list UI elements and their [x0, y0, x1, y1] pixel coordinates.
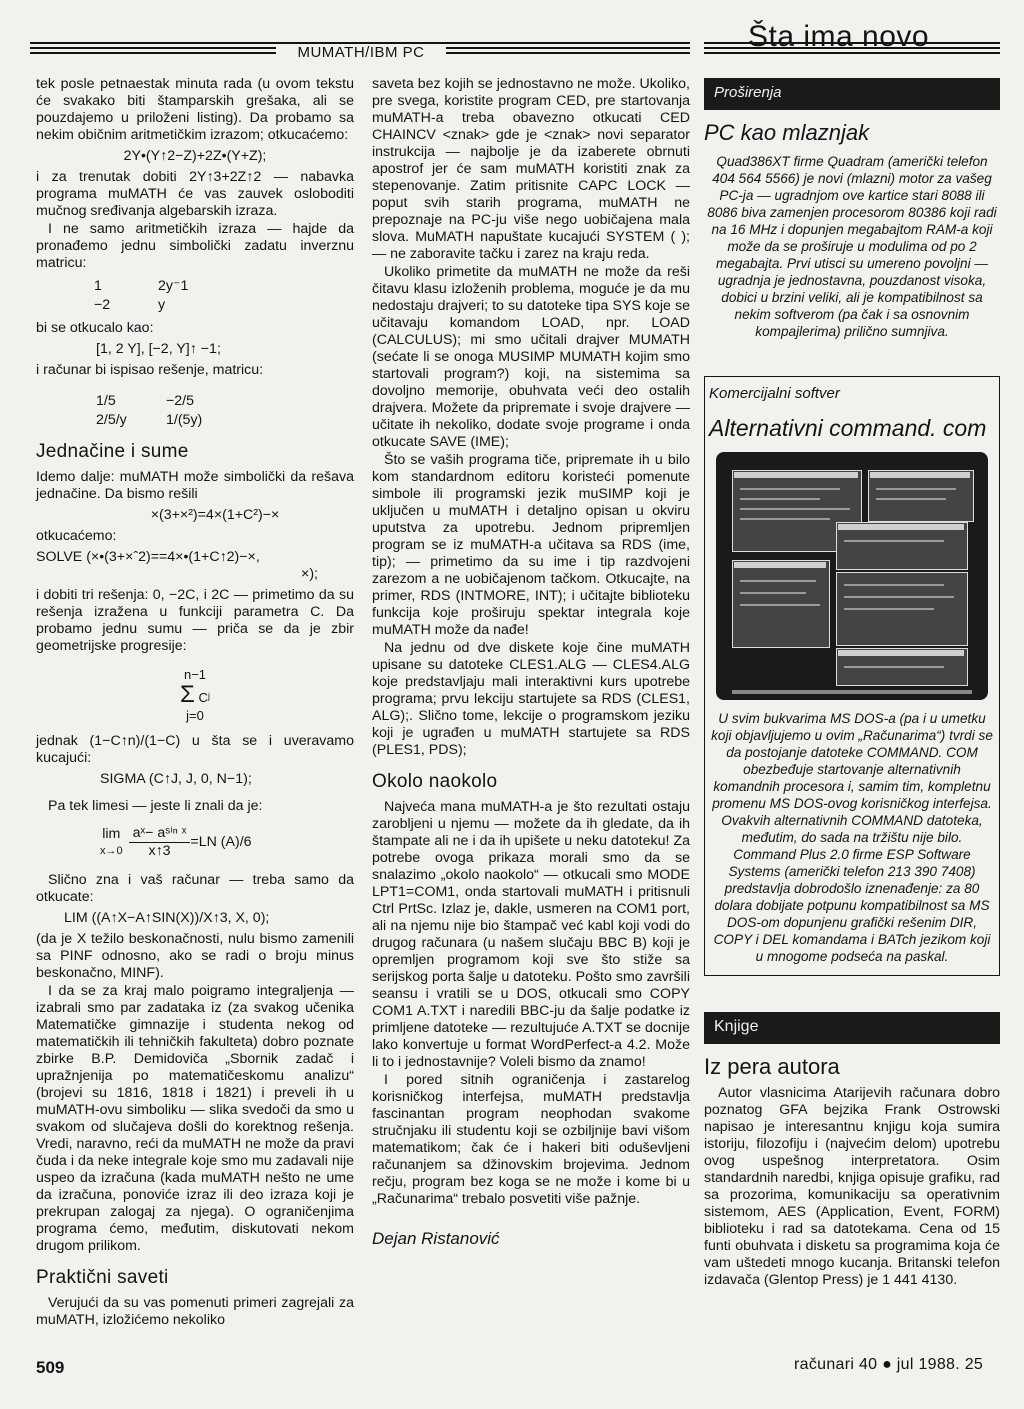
- column-left: [36, 76, 354, 1330]
- paragraph: Slično zna i vaš računar — treba samo da otkucate:: [36, 872, 354, 905]
- lim-numerator: aˣ− aˢⁱⁿ ˣ: [129, 825, 191, 843]
- matrix-cell: −2/5: [166, 393, 195, 409]
- matrix-cell: 1: [94, 278, 102, 294]
- equation: ×(3+×²)=4×(1+C²)−×: [150, 507, 280, 523]
- matrix-cell: 2/5/y: [96, 412, 127, 428]
- paragraph: (da je X težilo beskonačnosti, nulu bismo zamenili sa PINF odnosno, ako se radi o broju minus beskonačno, MINF).: [36, 931, 354, 981]
- paragraph: tek posle petnaestak minuta rada (u ovom tekstu će svakako biti štamparskih grešaka, ali se pouzdajemo u priloženi listing). Da probamo sa nekim običnim aritmetičkim izrazom; otkucaćemo:: [36, 76, 354, 143]
- equation: SIGMA (C↑J, J, 0, N−1);: [100, 771, 252, 787]
- article-body: U svim bukvarima MS DOS-a (pa i u umetku koji objavljujemo u ovim „Računarima“) tvrdi se da postojanje datoteke COMMAND. COM obezbeđuje startovanje alternativnih komandnih procesora i, samim tim, kompletnu promenu MS DOS-ovog korisničkog interfejsa. Ovakvih alternativnih COMMAND datoteka, međutim, do sada na tržištu nije bilo. Command Plus 2.0 firme ESP Software Systems (američki telefon 213 390 7408) predstavlja dobrodošlo iznenađenje: za 80 dolara dobijate potpunu kompatibilnost sa MS DOS-om dopunjenu grafički rešenim DIR, COPY i DEL komandama i BATch jezikom koji u mnogome podseća na paskal.: [711, 711, 993, 964]
- equation: 2Y•(Y↑2−Z)+2Z•(Y+Z);: [123, 148, 267, 164]
- paragraph: i za trenutak dobiti 2Y↑3+2Z↑2 — nabavka programa muMATH će vas zauvek osloboditi mučnog sređivanja algebarskih izraza.: [36, 169, 354, 219]
- paragraph: Ukoliko primetite da muMATH ne može da reši čitavu klasu izloženih problema, moguće je da mu nedostaju drajveri; to su datoteke tipa SYS koje se učitavaju komandom LOAD, npr. LOAD (CALCULUS); mi smo učitali drajver MUMATH (sećate li se onoga MUSIMP MUMATH kojim smo startovali program?) koji, na sistemima sa dovoljno memorije, obuhvata veći deo ostalih drajvera. Možete da pripremate i svoje drajvere — učitate ih nekoliko, dodate svoje programe i onda otkucate SAVE (IME);: [372, 264, 690, 450]
- boxed-article: [704, 376, 1000, 976]
- paragraph: Na jednu od dve diskete koje čine muMATH upisane su datoteke CLES1.ALG — CLES4.ALG koje predstavljaju mali interaktivni kurs upotrebe programa; prvu lekciju startujete sa RDS (CLES1, ALG);. Slično tome, lekcije o programskom jeziku koji je ugrađen u muMATH startujete sa RDS (PLES1, PDS);: [372, 640, 690, 758]
- matrix-cell: 1/5: [96, 393, 116, 409]
- paragraph: i dobiti tri rešenja: 0, −2C, i 2C — primetimo da su rešenja izražena u funkciji parametra C. Da probamo jednu sumu — priča se da je zbir geometrijske progresije:: [36, 587, 354, 654]
- section-tag: Knjige: [704, 1012, 1000, 1044]
- lim-word: lim: [102, 825, 121, 842]
- matrix-cell: −2: [94, 297, 111, 313]
- section-tag: Komercijalni softver: [709, 385, 840, 402]
- paragraph: I pored sitnih ograničenja i zastarelog korisničkog interfejsa, muMATH predstavlja fascinantan program neophodan svakome stručnjaku ili studentu koji se ozbiljnije bavi višom matematikom; čak će i hakeri biti oduševljeni računanjem sa džinovskim brojevima. Jednom rečju, program bez koga se ne može i kome bi u „Računarima“ trebalo posvetiti više pažnje.: [372, 1072, 690, 1207]
- paragraph: Što se vaših programa tiče, pripremate ih u bilo kom standardnom editoru koristeći pomenute simbole ili programski jezik muSIMP koji je uključen u muMATH i detaljno opisan u okviru uputstva za upotrebu. Jednom pripremljen program se iz muMATH-a učitava sa RDS (ime, tip); — primetimo da su ime i tip razdvojeni zarezom a ne uobičajenom tačkom. Otkucajte, na primer, RDS (INTMORE, INT); i učitajte biblioteku funkcija koje proširuju spektar integrala koje muMATH može da nađe!: [372, 452, 690, 638]
- issue-footer: računari 40 ● jul 1988. 25: [794, 1356, 984, 1373]
- subheading: Praktični saveti: [36, 1267, 169, 1288]
- equation: LIM ((A↑X−A↑SIN(X))/X↑3, X, 0);: [64, 910, 270, 926]
- paragraph: Pa tek limesi — jeste li znali da je:: [48, 798, 263, 814]
- paragraph: i računar bi ispisao rešenje, matricu:: [36, 362, 264, 378]
- section-tag: Proširenja: [704, 78, 1000, 110]
- matrix-input: [36, 278, 354, 314]
- sum-term: Cʲ: [198, 690, 210, 705]
- sigma-symbol: Σ: [180, 681, 195, 708]
- article-heading: Alternativni command. com: [709, 415, 987, 441]
- header-title: MUMATH/IBM PC: [276, 44, 446, 61]
- paragraph: I da se za kraj malo poigramo integraljenja — izabrali smo par zadataka iz (za svakog učenika Matematičke gimnazije i studenta nekog od matematičkih ili tehničkih fakulteta) dobro poznate zbirke B.P. Demidoviča „Sbornik zadač i upražnjenija po matematičeskomu analizu“ (brojevi su 1816, 1818 i 1821) i preveli ih u muMATH-ovu simboliku — slika svedoči da smo u svakom od slučajeva došli do korektnog rešenja. Vredi, naravno, reći da muMATH ne može da pravi čuda i da neke integrale koje smo mu zadavali nije uspeo da izračuna (kada muMATH nešto ne ume da izračuna, ponoviće izraz ili deo izraza koji je prekrupan zalogaj za njega). O ograničenjima programa ćemo, međutim, diskutovati nekom drugom prilikom.: [36, 983, 354, 1254]
- lim-sub: x→0: [100, 844, 123, 857]
- paragraph: I ne samo aritmetičkih izraza — hajde da pronađemo jednu simbolički zadatu inverznu matricu:: [36, 221, 354, 271]
- paragraph: otkucaćemo:: [36, 528, 117, 544]
- article-body: Quad386XT firme Quadram (američki telefon 404 564 5566) je novi (mlazni) motor za vašeg PC-ja — ugradnjom ove kartice stari 8088 ili 8086 biva zamenjen procesorom 80386 koji radi na 16 MHz i dopunjen megabajtom RAM-a koji može da se proširuje u modulima od po 2 megabajta. Prvi utisci su umereno povoljni — ugradnja je jednostavna, pouzdanost visoka, dobici u brzini veliki, ali je kompatibilnost sa nekim softverom (pa čak i sa osnovnim kompajlerima) prilično sumnjiva.: [707, 154, 997, 339]
- paragraph: Idemo dalje: muMATH može simbolički da rešava jednačine. Da bismo rešili: [36, 469, 354, 502]
- equation: SOLVE (×•(3+×ˆ2)==4×•(1+C↑2)−×,: [36, 549, 260, 565]
- page-number: 509: [36, 1358, 65, 1377]
- article-heading: Iz pera autora: [704, 1054, 840, 1079]
- paragraph: bi se otkucalo kao:: [36, 320, 154, 336]
- sum-formula: [36, 667, 354, 723]
- monitor-photo: [716, 452, 988, 700]
- subheading: Okolo naokolo: [372, 771, 498, 792]
- article-body: Autor vlasnicima Atarijevih računara dobro poznatog GFA bejzika Frank Ostrowski napisao je interesantnu knjigu koja sumira istoriju, filozofiju i (najvećim delom) upotrebu ovog uspešnog interpretatora. Osim standardnih naredbi, knjiga opisuje grafiku, rad sa prozorima, komunikaciju sa operativnim sistemom, AES (Application, Event, FORM) biblioteku i rad sa datotekama. Cena od 15 funti obuhvata i disketu sa programima koja će vam uštedeti mnogo kucanja. Britanski telefon izdavača (Glentop Press) je 1 441 4130.: [704, 1085, 1000, 1288]
- author-signature: Dejan Ristanović: [372, 1229, 500, 1248]
- matrix-cell: 1/(5y): [166, 412, 203, 428]
- sum-upper: n−1: [183, 667, 207, 682]
- lim-denominator: x↑3: [148, 843, 171, 859]
- matrix-result: [36, 393, 354, 429]
- sum-lower: j=0: [186, 708, 204, 723]
- paragraph: saveta bez kojih se jednostavno ne može. Ukoliko, pre svega, koristite program CED, pre startovanja muMATH-a treba obavezno otkucati CED CHAINCV <znak> gde je <znak> novi separator instrukcija — najbolje je da izaberete obrnuti apostrof jer će sam muMATH koristiti znak za stepenovanje. Zatim pritisnite CAPC LOCK — poput svih starih programa, muMATH ne prepoznaje na PC-ju više nego uobičajena mala slova. MuMATH napuštate kucajući SYSTEM ( ); — ne zaboravite tačku i zarez na kraju reda.: [372, 76, 690, 262]
- screen-titlebar: [734, 472, 858, 478]
- matrix-cell: 2y⁻1: [158, 278, 189, 294]
- paragraph: jednak (1−C↑n)/(1−C) u šta se i uveravamo kucajući:: [36, 733, 354, 766]
- matrix-cell: y: [158, 297, 166, 313]
- column-middle: [372, 76, 690, 1247]
- section-title: Šta ima novo: [748, 20, 930, 53]
- paragraph: Verujući da su vas pomenuti primeri zagrejali za muMATH, izložićemo nekoliko: [36, 1295, 354, 1328]
- paragraph: Najveća mana muMATH-a je što rezultati ostaju zarobljeni u njemu — možete da ih gledate, da ih štampate ali ne i da ih upišete u neku datoteku! Za potrebe ovoga prikaza morali smo da se snalazimo „okolo naokolo“ — otkucali smo MODE LPT1=COM1, onda startovali muMATH i pritisnuli Ctrl PrtSc. Izlaz je, dakle, usmeren na COM1 port, ali na njemu nije bio štampač već kabl koji vodi do drugog računara (u našem slučaju BBC B) koji je opremljen programom koji sve što stiže sa serijskog porta šalje u datoteku. Pošto smo završili seansu i vratili se u DOS, otkucali smo COPY COM1 A.TXT i naredili BBC-ju da šalje podatke iz primljene datoteke — rezultujuće A.TXT se docnije lako konvertuje u format WordPerfect-a 4.2. Može li to i jednostavnije? Voleli bismo da znamo!: [372, 799, 690, 1070]
- column-right: [704, 76, 1000, 1289]
- equation: [1, 2 Y], [−2, Y]↑ −1;: [96, 341, 221, 357]
- equation: ×);: [301, 566, 318, 582]
- subheading: Jednačine i sume: [36, 441, 189, 462]
- limit-formula: [36, 825, 354, 860]
- article-heading: PC kao mlaznjak: [704, 120, 870, 145]
- lim-rhs: =LN (A)/6: [190, 834, 252, 850]
